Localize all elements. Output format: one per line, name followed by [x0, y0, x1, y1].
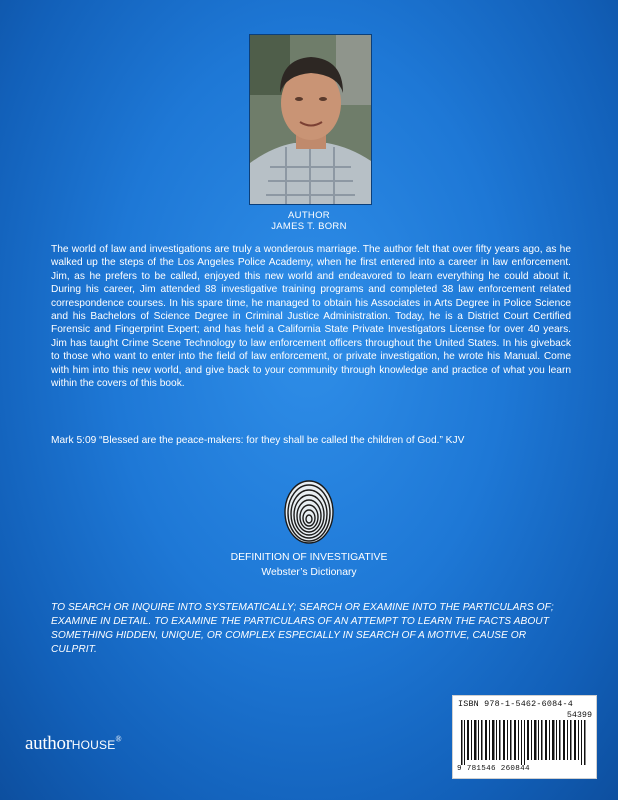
bible-verse: Mark 5:09 “Blessed are the peace-makers: for they shall be called the children of God.” KJV [51, 435, 465, 446]
isbn-number: ISBN 978-1-5462-6084-4 [458, 699, 573, 709]
publisher-logo [25, 733, 121, 755]
fingerprint-icon [283, 476, 335, 544]
publisher-name-lower: author [25, 733, 72, 754]
registered-mark: ® [115, 734, 122, 744]
barcode-number: 9 781546 260844 [457, 765, 530, 773]
barcode [452, 695, 597, 779]
price-code: 54399 [566, 710, 592, 720]
publisher-name-caps: HOUSE [71, 738, 116, 752]
author-photo [249, 34, 372, 205]
definition-title: DEFINITION OF INVESTIGATIVE [230, 552, 388, 563]
barcode-bars [459, 720, 591, 765]
author-name: JAMES T. BORN [271, 221, 347, 232]
author-bio: The world of law and investigations are truly a wonderous marriage. The author felt that over fifty years ago, as he walked up the steps of the Los Angeles Police Academy, when he first entered into a career in law enforcement. Jim, as he prefers to be called, enjoyed this new world and endeavored to learn everything he could about it. During his career, Jim attended 88 investigative training programs and completed 38 law enforcement related correspondence courses. In his spare time, he managed to obtain his Associates in Arts Degree in Police Science and his Bachelors of Science Degree in Criminal Justice Administration. Today, he is a District Court Certified Forensic and Fingerprint Expert; and has held a California State Private Investigators License for over 40 years. Jim has taught Crime Scene Technology to law enforcement officers throughout the United States. In his giveback to those who want to enter into the field of law enforcement, or private investigation, he wrote his Manual. Come with him into this new world, and give back to your community through knowledge and practice of what you learn within the covers of this book. [51, 244, 571, 390]
definition-text: TO SEARCH OR INQUIRE INTO SYSTEMATICALLY; SEARCH OR EXAMINE INTO THE PARTICULARS OF; EXAMINE IN DETAIL. TO EXAMINE THE PARTICULARS OF AN ATTEMPT TO LEARN THE FACTS ABOUT SOMETHING HIDDEN, UNIQUE, OR COMPLEX ESPECIALLY IN SEARCH OF A MOTIVE, CAUSE OR CULPRIT. [51, 602, 554, 655]
author-label: AUTHOR [288, 210, 330, 221]
definition-source: Webster’s Dictionary [261, 567, 357, 578]
